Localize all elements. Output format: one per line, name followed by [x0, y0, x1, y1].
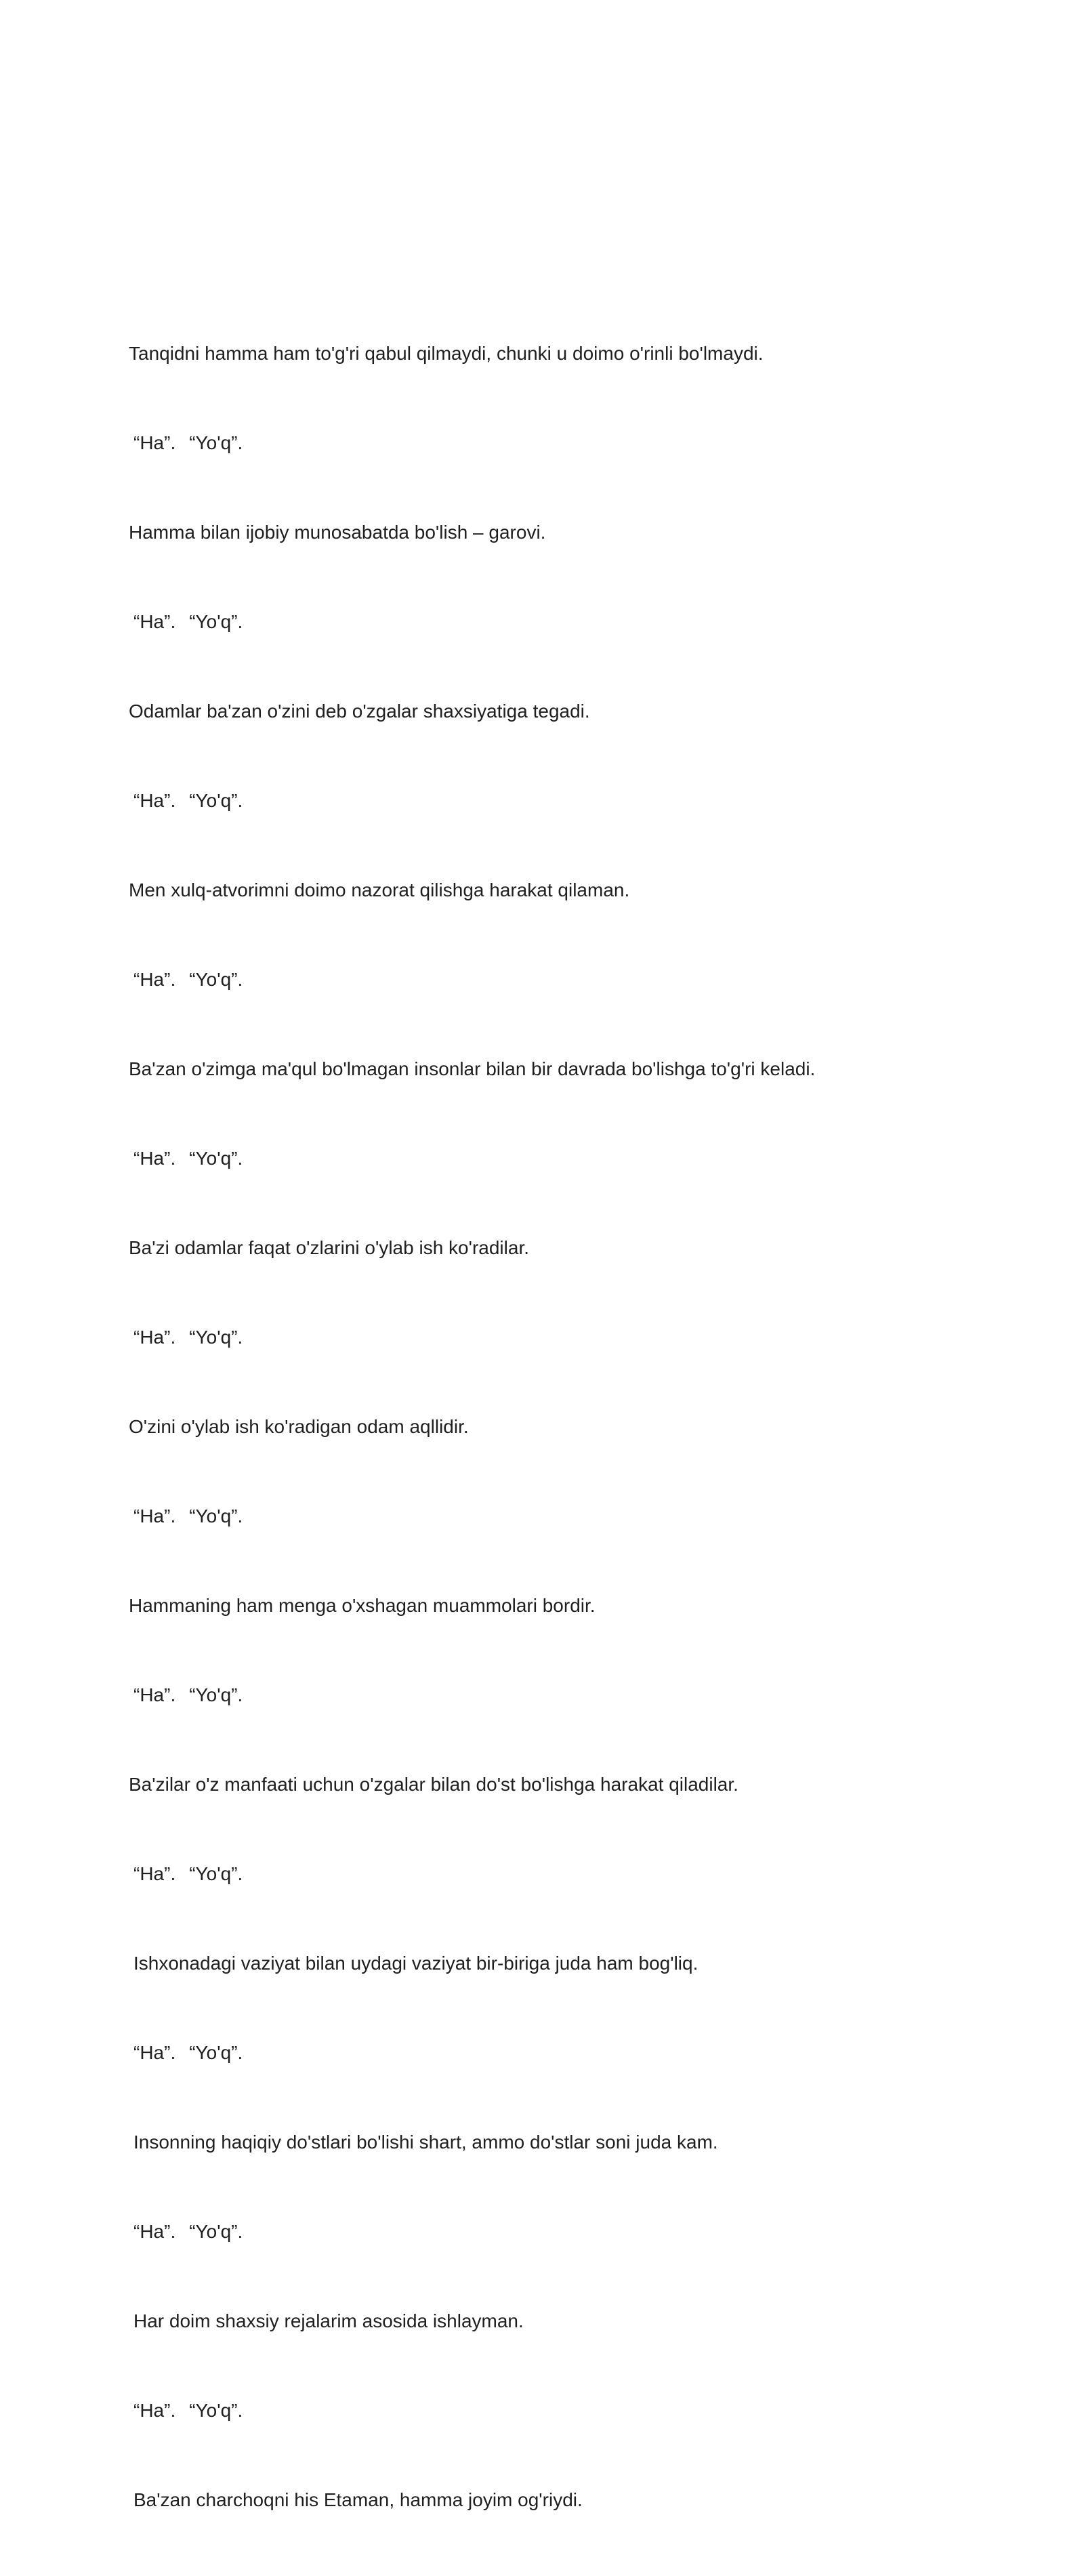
- answer-yes: “Ha”.: [133, 432, 176, 453]
- question-text: Insonning haqiqiy do'stlari bo'lishi shart, ammo do'stlar soni juda kam.: [133, 2132, 718, 2153]
- answer-options: [129, 2397, 982, 2424]
- answer-no: “Yo'q”.: [189, 611, 243, 632]
- answer-no: “Yo'q”.: [189, 969, 243, 990]
- answer-no: “Yo'q”.: [189, 790, 243, 811]
- answer-options: [129, 608, 982, 636]
- answer-options: [129, 2039, 982, 2066]
- answer-yes: “Ha”.: [133, 1148, 176, 1169]
- answer-options: [129, 966, 982, 993]
- question-text: Hamma bilan ijobiy munosabatda bo'lish – garovi.: [129, 522, 546, 543]
- answer-no: “Yo'q”.: [189, 1505, 243, 1526]
- question-text: Ba'zi odamlar faqat o'zlarini o'ylab ish ko'radilar.: [129, 1237, 530, 1258]
- question-text: Ba'zan charchoqni his Etaman, hamma joyim og'riydi.: [133, 2489, 583, 2510]
- answer-yes: “Ha”.: [133, 2400, 176, 2421]
- answer-yes: “Ha”.: [133, 1505, 176, 1526]
- answer-options: [129, 1324, 982, 1351]
- question-text: Hammaning ham menga o'xshagan muammolari bordir.: [129, 1595, 596, 1616]
- question-text: Ishxonadagi vaziyat bilan uydagi vaziyat bir-biriga juda ham bog'liq.: [133, 1953, 699, 1974]
- answer-options: [129, 787, 982, 814]
- question-text: Ba'zilar o'z manfaati uchun o'zgalar bilan do'st bo'lishga harakat qiladilar.: [129, 1774, 738, 1795]
- answer-no: “Yo'q”.: [189, 432, 243, 453]
- answer-options: [129, 1145, 982, 1172]
- answer-no: “Yo'q”.: [189, 2042, 243, 2063]
- answer-yes: “Ha”.: [133, 2221, 176, 2242]
- question-text: Odamlar ba'zan o'zini deb o'zgalar shaxsiyatiga tegadi.: [129, 701, 590, 722]
- answer-yes: “Ha”.: [133, 1684, 176, 1705]
- answer-options: [129, 1503, 982, 1530]
- answer-no: “Yo'q”.: [189, 2400, 243, 2421]
- answer-yes: “Ha”.: [133, 969, 176, 990]
- answer-no: “Yo'q”.: [189, 2221, 243, 2242]
- answer-no: “Yo'q”.: [189, 1863, 243, 1884]
- answer-options: [129, 1682, 982, 1709]
- answer-options: [129, 430, 982, 457]
- answer-yes: “Ha”.: [133, 611, 176, 632]
- questionnaire: [129, 340, 982, 2576]
- answer-yes: “Ha”.: [133, 1863, 176, 1884]
- answer-no: “Yo'q”.: [189, 1684, 243, 1705]
- answer-options: [129, 2218, 982, 2245]
- answer-no: “Yo'q”.: [189, 1327, 243, 1348]
- answer-yes: “Ha”.: [133, 1327, 176, 1348]
- question-text: Men xulq-atvorimni doimo nazorat qilishga harakat qilaman.: [129, 879, 630, 900]
- question-text: Tanqidni hamma ham to'g'ri qabul qilmaydi, chunki u doimo o'rinli bo'lmaydi.: [129, 343, 764, 364]
- question-text: Ba'zan o'zimga ma'qul bo'lmagan insonlar bilan bir davrada bo'lishga to'g'ri keladi.: [129, 1058, 816, 1079]
- question-text: O'zini o'ylab ish ko'radigan odam aqllidir.: [129, 1416, 469, 1437]
- answer-yes: “Ha”.: [133, 790, 176, 811]
- answer-yes: “Ha”.: [133, 2042, 176, 2063]
- answer-no: “Yo'q”.: [189, 1148, 243, 1169]
- answer-options: [129, 1861, 982, 1888]
- question-text: Har doim shaxsiy rejalarim asosida ishlayman.: [133, 2310, 524, 2331]
